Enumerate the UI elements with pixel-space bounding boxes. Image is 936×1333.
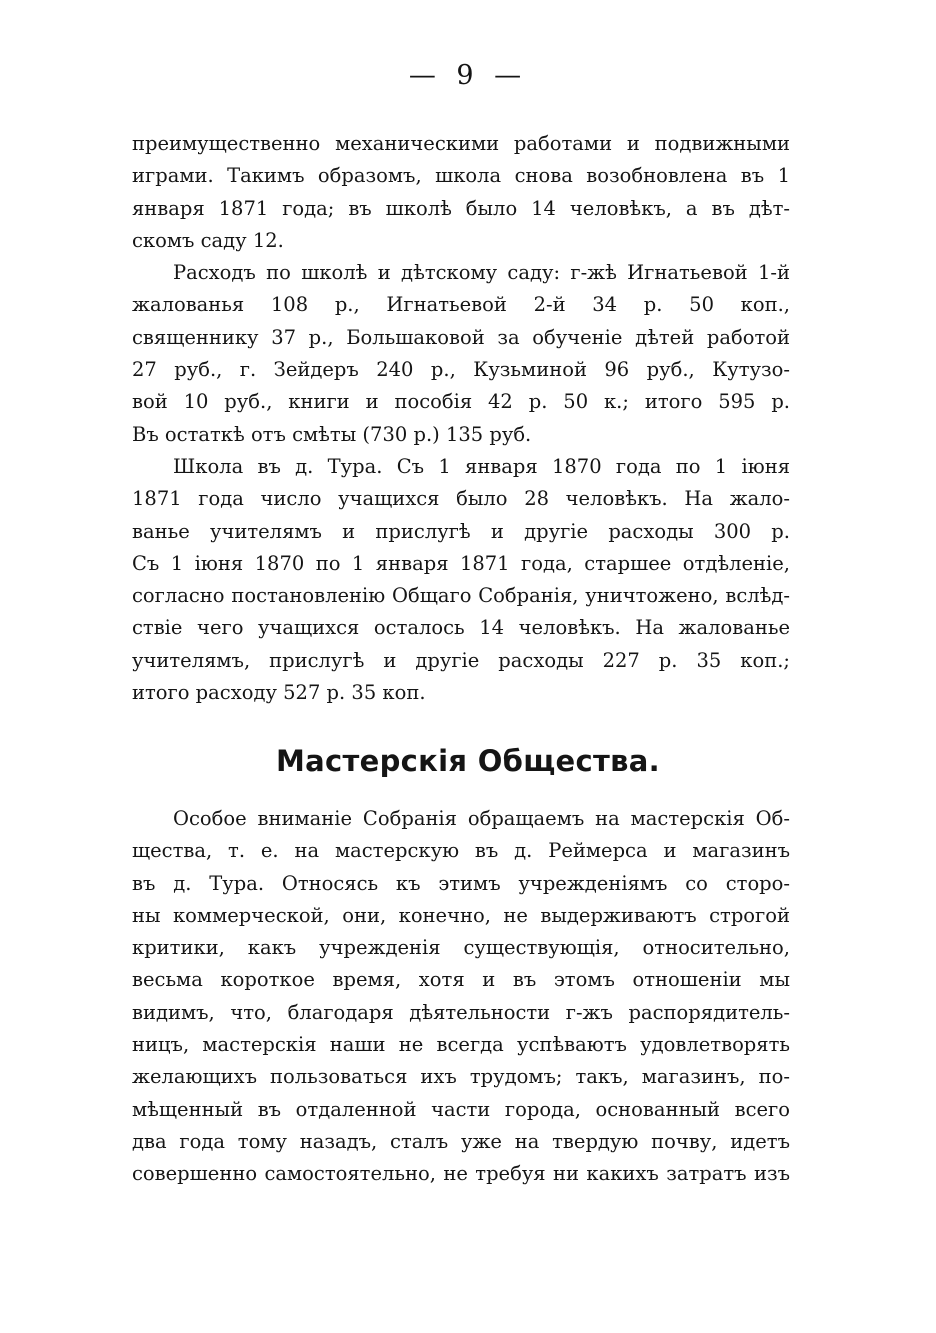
text-line: Особое вниманіе Собранія обращаемъ на мастерскія Об- <box>173 807 790 830</box>
text-line: января 1871 года; въ школѣ было 14 человѣкъ, а въ дѣт- <box>132 196 790 220</box>
body-text-bottom <box>132 803 790 1191</box>
text-line: щества, т. е. на мастерскую въ д. Реймерса и магазинъ <box>132 839 790 863</box>
text-line: священнику 37 р., Большаковой за обученіе дѣтей работой <box>132 325 790 349</box>
section-heading: Мастерскія Общества. <box>276 744 660 778</box>
text-line: ванье учителямъ и прислугѣ и другіе расходы 300 р. <box>132 519 790 543</box>
text-line: Въ остаткѣ отъ смѣты (730 р.) 135 руб. <box>132 422 532 446</box>
body-text-top <box>132 128 790 709</box>
text-line: Съ 1 іюня 1870 по 1 января 1871 года, старшее отдѣленіе, <box>132 551 790 575</box>
text-line: Расходъ по школѣ и дѣтскому саду: г-жѣ Игнатьевой 1-й <box>173 261 790 285</box>
text-line: ны коммерческой, они, конечно, не выдерживаютъ строгой <box>132 903 790 927</box>
text-line: ствіе чего учащихся осталось 14 человѣкъ. На жалованье <box>132 616 790 640</box>
text-line: весьма короткое время, хотя и въ этомъ отношеніи мы <box>132 968 790 992</box>
page-number: — 9 — <box>408 60 528 91</box>
text-line: играми. Такимъ образомъ, школа снова возобновлена въ 1 <box>132 164 790 188</box>
text-line: видимъ, что, благодаря дѣятельности г-жъ распорядитель- <box>132 1000 790 1024</box>
text-line: вой 10 руб., книги и пособія 42 р. 50 к.; итого 595 р. <box>132 390 790 414</box>
text-line: въ д. Тура. Относясь къ этимъ учрежденіямъ со сторо- <box>132 871 790 895</box>
text-line: 1871 года число учащихся было 28 человѣкъ. На жало- <box>132 487 790 511</box>
text-line: согласно постановленію Общаго Собранія, уничтожено, вслѣд- <box>132 584 790 608</box>
text-line: мѣщенный въ отдаленной части города, основанный всего <box>132 1097 790 1121</box>
text-line: учителямъ, прислугѣ и другіе расходы 227 р. 35 коп.; <box>132 648 790 672</box>
text-line: совершенно самостоятельно, не требуя ни какихъ затратъ изъ <box>132 1162 790 1186</box>
text-line: ницъ, мастерскія наши не всегда успѣваютъ удовлетворять <box>132 1033 790 1057</box>
text-line: итого расходу 527 р. 35 коп. <box>132 681 426 705</box>
text-line: Школа въ д. Тура. Съ 1 января 1870 года по 1 іюня <box>173 454 790 478</box>
text-line: скомъ саду 12. <box>132 228 284 252</box>
text-line: два года тому назадъ, сталъ уже на твердую почву, идетъ <box>132 1129 790 1153</box>
text-line: преимущественно механическими работами и подвижными <box>132 132 790 155</box>
text-line: желающихъ пользоваться ихъ трудомъ; такъ, магазинъ, по- <box>132 1065 790 1089</box>
text-line: 27 руб., г. Зейдеръ 240 р., Кузьминой 96 руб., Кутузо- <box>132 358 790 382</box>
text-line: критики, какъ учрежденія существующія, относительно, <box>132 936 790 960</box>
text-line: жалованья 108 р., Игнатьевой 2-й 34 р. 50 коп., <box>132 293 790 317</box>
